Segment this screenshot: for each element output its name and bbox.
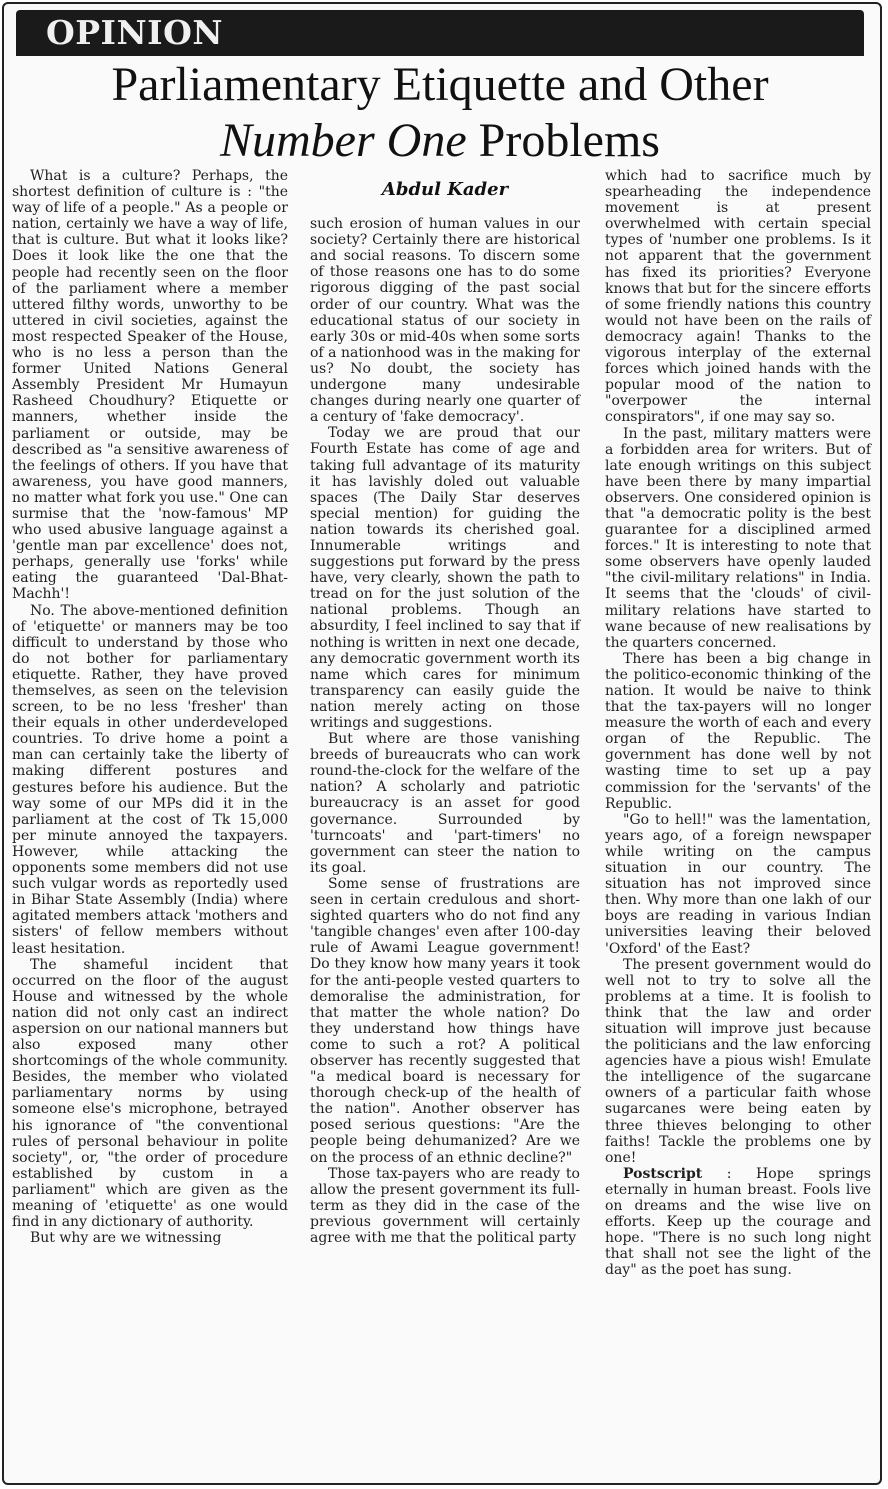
headline-rest: Problems (466, 114, 660, 167)
paragraph: What is a culture? Perhaps, the shortest definition of culture is : "the way of life of a people." As a people or nation, certainly we have a way of life, that is culture. But what it looks like? Does it look like the one that the people had recently seen on the floor of the parliament where a member uttered filthy words, unworthy to be uttered in civil societies, against the most respected Speaker of the House, who is no less a person than the former United Nations General Assembly President Mr Humayun Rasheed Choudhury? Etiquette or manners, whether inside the parliament or outside, may be described as "a sensitive awareness of the feelings of others. If you have that awareness, you have good manners, no matter what fork you use." One can surmise that the 'now-famous' MP who used abusive language against a 'gentle man par excellence' does not, perhaps, generally use 'forks' while eating the guaranteed 'Dal-Bhat-Machh'! (12, 168, 288, 603)
paragraph: But why are we witnessing (30, 1230, 222, 1247)
paragraph: There has been a big change in the politico-economic thinking of the nation. It would be naive to think that the tax-payers will no longer measure the worth of each and every organ of the Republic. The government has done well by not wasting time to set up a pay commission for the 'servants' of the Republic. (605, 650, 871, 812)
postscript (605, 1166, 871, 1279)
paragraph: The shameful incident that occurred on the floor of the august House and witnessed by the whole nation did not only cast an indirect aspersion on our national manners but also exposed many other shortcomings of the whole community. Besides, the member who violated parliamentary norms by using someone else's microphone, betrayed his ignorance of "the conventional rules of personal behaviour in polite society", or, "the order of procedure established by custom in a parliament" which are given as the meaning of 'etiquette' as one would find in any dictionary of authority. (12, 956, 288, 1231)
column-3 (605, 168, 871, 1278)
paragraph: But where are those vanishing breeds of bureaucrats who can work round-the-clock for the welfare of the nation? A scholarly and patriotic bureaucracy is an asset for good governance. Surrounded by 'turncoats' and 'part-timers' no government can steer the nation to its goal. (310, 731, 580, 876)
section-banner (16, 10, 864, 56)
paragraph: "Go to hell!" was the lamentation, years ago, of a foreign newspaper while writing on the campus situation in our country. The situation has not improved since then. Why more than one lakh of our boys are reading in various Indian universities leaving their beloved 'Oxford' of the East? (605, 811, 871, 957)
column-2 (310, 168, 580, 1246)
author-byline: Abdul Kader (381, 179, 509, 200)
headline-line-1: Parliamentary Etiquette and Other (111, 58, 769, 111)
section-label: OPINION (46, 13, 224, 52)
paragraph: Some sense of frustrations are seen in certain credulous and short-sighted quarters who do not find any 'tangible changes' even after 100-day rule of Awami League government! Do they know how many years it took for the anti-people vested quarters to demoralise the administration, for that matter the whole nation? Do they understand how things have come to such a rot? A political observer has recently suggested that "a medical board is necessary for thorough check-up of the health of the nation". Another observer has posed serious questions: "Are the people being dehumanized? Are we on the process of an ethnic decline?" (310, 875, 580, 1166)
paragraph: which had to sacrifice much by spearheading the independence movement is at present overwhelmed with certain special types of 'number one problems. Is it not apparent that the government has fixed its priorities? Everyone knows that but for the sincere efforts of some friendly nations this country would not have been on the rails of democracy again! Thanks to the vigorous interplay of the external forces which joined hands with the popular mood of the nation to "overpower the internal conspirators", if one may say so. (605, 168, 871, 426)
postscript-label: Postscript (623, 1165, 703, 1182)
paragraph: Those tax-payers who are ready to allow the present government its full-term as they did in the case of the previous government will certainly agree with me that the political party (310, 1165, 580, 1246)
postscript-text: : Hope springs eternally in human breast. Fools live on dreams and the wise live on efforts. Keep up the courage and hope. "There is no such long night that shall not see the light of the day" as the poet has sung. (605, 1165, 871, 1279)
paragraph: In the past, military matters were a forbidden area for writers. But of late enough writings on this subject have been there by many impartial observers. One considered opinion is that "a democratic polity is the best guarantee for a disciplined armed forces." It is interesting to note that some observers have openly lauded "the civil-military relations" in India. It seems that the 'clouds' of civil-military relations have started to wane because of new realisations by the quarters concerned. (605, 425, 871, 651)
paragraph: No. The above-mentioned definition of 'etiquette' or manners may be too difficult to understand by those who do not bother for parliamentary etiquette. Rather, they have proved themselves, as seen on the television screen, to be no less 'fresher' than their equals in other underdeveloped countries. To drive home a point a man can certainly take the liberty of making different postures and gestures before his audience. But the way some of our MPs did it in the parliament at the cost of Tk 15,000 per minute annoyed the taxpayers. However, while attacking the opponents some members did not use such vulgar words as reportedly used in Bihar State Assembly (India) where agitated members attack 'mothers and sisters' of fellow members without least hesitation. (12, 602, 288, 957)
column-1 (12, 168, 288, 1246)
paragraph: such erosion of human values in our society? Certainly there are historical and social reasons. To discern some of those reasons one has to do some rigorous digging of the past social order of our country. What was the educational status of our society in early 30s or mid-40s when some sorts of a nationhood was in the making for us? No doubt, the society has undergone many undesirable changes during nearly one quarter of a century of 'fake democracy'. (310, 216, 580, 426)
headline-line-2 (40, 116, 840, 166)
headline-italic: Number One (220, 114, 467, 167)
paragraph: The present government would do well not to try to solve all the problems at a time. It is foolish to think that the law and order situation will improve just because the politicians and the law enforcing agencies have a pious wish! Emulate the intelligence of the sugarcane owners of a particular faith whose sugarcanes were being eaten by three thieves belonging to other faiths! Tackle the problems one by one! (605, 956, 871, 1166)
paragraph: Today we are proud that our Fourth Estate has come of age and taking full advantage of its maturity it has lavishly doled out valuable spaces (The Daily Star deserves special mention) for guiding the nation towards its cherished goal. Innumerable writings and suggestions put forward by the press have, very clearly, shown the path to tread on for the just solution of the national problems. Though an absurdity, I feel inclined to say that if nothing is written in next one decade, any democratic government worth its name which cares for minimum transparency can easily guide the nation merely acting on those writings and suggestions. (310, 425, 580, 731)
